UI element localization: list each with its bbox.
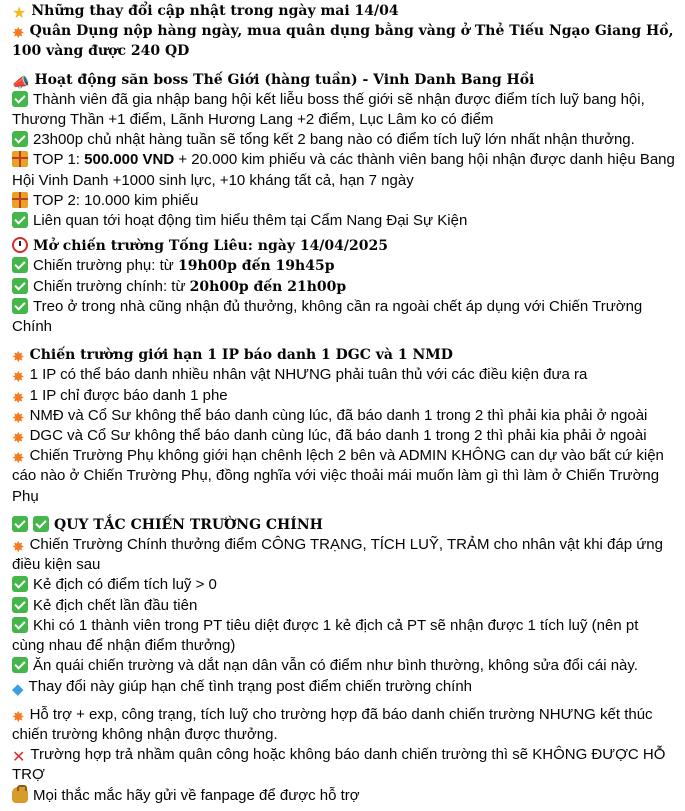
list-item <box>12 256 675 276</box>
contact-note <box>12 786 675 806</box>
list-item-text: Thay đổi này giúp hạn chế tình trạng post điểm chiến trường chính <box>28 677 473 695</box>
top1-rest: + 20.000 kim phiếu và các thành viên bang hội nhận được danh hiệu Bang Hội Vinh Danh +1000 sinh lực, +10 kháng tất cả, hạn 7 ngày <box>12 151 675 189</box>
sub-battle-time: 19h00p đến 19h45p <box>178 258 335 275</box>
money-bag-icon <box>12 787 28 803</box>
list-item-text: 23h00p chủ nhật hàng tuần sẽ tổng kết 2 bang nào có điểm tích luỹ lớn nhất nhận thưởng. <box>33 131 635 149</box>
battle-heading <box>12 236 675 256</box>
main-battle-time: 20h00p đến 21h00p <box>189 278 347 295</box>
list-item-text: Chiến Trường Chính thưởng điểm CÔNG TRẠNG, TÍCH LUỸ, TRẢM cho nhân vật khi đáp ứng điều kiện sau <box>12 536 663 574</box>
list-item-text: Ăn quái chiến trường và dắt nạn dân vẫn có điểm như bình thường, không sửa đổi cái này. <box>33 657 638 675</box>
quan-dung-text: Quân Dụng nộp hàng ngày, mua quân dụng bằng vàng ở Thẻ Tiếu Ngạo Giang Hồ, 100 vàng được 240 QD <box>12 23 674 60</box>
list-item-text: Treo ở trong nhà cũng nhận đủ thưởng, không cần ra ngoài chết áp dụng với Chiến Trường Chính <box>12 297 643 336</box>
list-item <box>12 426 675 446</box>
no-support-note <box>12 745 675 785</box>
update-title <box>12 1 675 21</box>
list-item <box>12 386 675 406</box>
list-item-text: Khi có 1 thành viên trong PT tiêu diệt được 1 kẻ địch cả PT sẽ nhận được 1 tích luỹ (nên pt cùng nhau để nhận điểm thưởng) <box>12 616 639 655</box>
list-item-text: 1 IP chỉ được báo danh 1 phe <box>29 386 228 404</box>
megaphone-icon: 📣 <box>12 73 30 90</box>
list-item-text: 1 IP có thể báo danh nhiều nhân vật NHƯNG phải tuân thủ với các điều kiện đưa ra <box>29 366 588 384</box>
check-mark-icon <box>12 576 28 592</box>
check-mark-icon <box>33 516 49 532</box>
alarm-clock-icon <box>12 237 28 253</box>
check-mark-icon <box>12 212 28 228</box>
check-mark-icon <box>12 516 28 532</box>
limit-heading <box>12 345 675 365</box>
collision-icon: ✸ <box>12 349 25 367</box>
list-item <box>12 90 675 130</box>
check-mark-icon <box>12 91 28 107</box>
top1-amount: 500.000 VND <box>84 151 175 169</box>
quan-dung-note <box>12 21 675 61</box>
cross-mark-icon: ✕ <box>12 749 26 767</box>
list-item <box>12 446 675 507</box>
support-text: Hỗ trợ + exp, công trạng, tích luỹ cho trường hợp đã báo danh chiến trường NHƯNG kết thúc chiến trường không nhận được thưởng. <box>12 705 653 743</box>
boss-heading <box>12 70 675 90</box>
list-item <box>12 535 675 575</box>
check-mark-icon <box>12 617 28 633</box>
list-item-text: Kẻ địch có điểm tích luỹ > 0 <box>33 576 217 594</box>
contact-text: Mọi thắc mắc hãy gửi về fanpage để được hỗ trợ <box>33 786 360 804</box>
list-item-text: Chiến Trường Phụ không giới hạn chênh lệch 2 bên và ADMIN KHÔNG can dự vào bất cứ kiện cáo nào ở Chiến Trường Phụ, đồng nghĩa với việc thoải mái muốn làm gì thì làm ở Chiến Trường Phụ <box>12 447 664 505</box>
rules-heading <box>12 515 675 535</box>
list-item <box>12 596 675 616</box>
update-title-text: Những thay đổi cập nhật trong ngày mai 14/04 <box>31 3 399 19</box>
check-mark-icon <box>12 257 28 273</box>
list-item <box>12 656 675 676</box>
gift-icon <box>12 151 28 167</box>
list-item <box>12 677 675 697</box>
list-item <box>12 365 675 385</box>
star-icon: ★ <box>12 5 27 22</box>
collision-icon: ✸ <box>12 539 25 557</box>
list-item-text: Thành viên đã gia nhập bang hội kết liễu boss thế giới sẽ nhận được điểm tích luỹ bang hội, Thương Thần +1 điểm, Lãnh Hương Lang +2 điểm, Lục Lâm ko có điểm <box>12 90 645 129</box>
collision-icon: ✸ <box>12 25 25 43</box>
diamond-icon: ◆ <box>12 680 24 698</box>
check-mark-icon <box>12 597 28 613</box>
battle-heading-text: Mở chiến trường Tống Liêu: ngày 14/04/2025 <box>33 238 388 255</box>
top1-reward <box>12 150 675 190</box>
collision-icon: ✸ <box>12 369 25 387</box>
list-item-text: Kẻ địch chết lần đầu tiên <box>33 596 198 614</box>
collision-icon: ✸ <box>12 409 25 427</box>
check-mark-icon <box>12 278 28 294</box>
check-mark-icon <box>12 298 28 314</box>
gift-icon <box>12 192 28 208</box>
list-item-text: DGC và Cổ Sư không thể báo danh cùng lúc, đã báo danh 1 trong 2 thì phải kia phải ở ngoài <box>29 427 647 445</box>
limit-heading-text: Chiến trường giới hạn 1 IP báo danh 1 DGC và 1 NMD <box>29 347 453 364</box>
collision-icon: ✸ <box>12 708 25 726</box>
boss-heading-text: Hoạt động săn boss Thế Giới (hàng tuần) - Vinh Danh Bang Hồi <box>34 71 535 88</box>
list-item <box>12 297 675 337</box>
list-item <box>12 616 675 656</box>
sub-battle-prefix: Chiến trường phụ: từ <box>33 257 178 275</box>
support-note <box>12 705 675 745</box>
top1-prefix: TOP 1: <box>33 151 85 169</box>
collision-icon: ✸ <box>12 389 25 407</box>
rules-heading-text: QUY TẮC CHIẾN TRƯỜNG CHÍNH <box>54 516 323 533</box>
list-item <box>12 575 675 595</box>
collision-icon: ✸ <box>12 430 25 448</box>
list-item <box>12 130 675 150</box>
list-item-text: NMĐ và Cổ Sư không thể báo danh cùng lúc, đã báo danh 1 trong 2 thì phải kia phải ở ngoài <box>29 406 648 424</box>
collision-icon: ✸ <box>12 450 25 468</box>
list-item-text: Liên quan tới hoạt động tìm hiểu thêm tại Cẩm Nang Đại Sự Kiện <box>33 212 468 230</box>
check-mark-icon <box>12 657 28 673</box>
check-mark-icon <box>12 131 28 147</box>
no-support-text: Trường hợp trả nhầm quân công hoặc không báo danh chiến trường thì sẽ KHÔNG ĐƯỢC HỖ TRỢ <box>12 746 666 784</box>
list-item <box>12 277 675 297</box>
list-item <box>12 211 675 231</box>
list-item <box>12 406 675 426</box>
main-battle-prefix: Chiến trường chính: từ <box>33 277 190 295</box>
top2-text: TOP 2: 10.000 kim phiếu <box>33 191 199 209</box>
top2-reward <box>12 191 675 211</box>
